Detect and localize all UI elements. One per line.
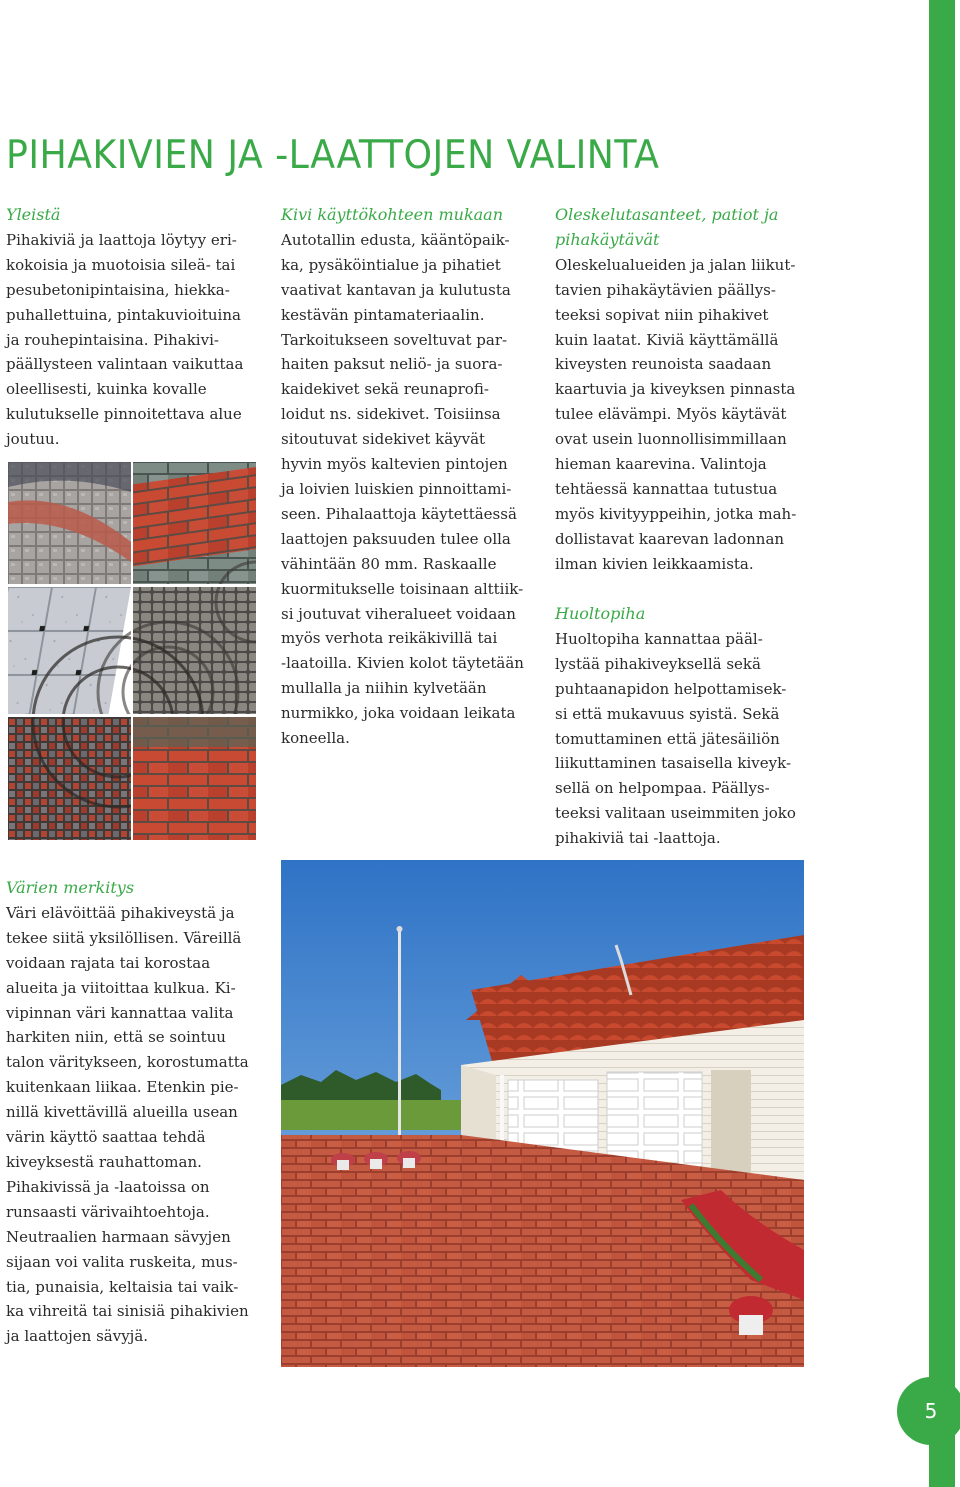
text-line: si että mukavuus syistä. Sekä	[555, 704, 780, 723]
text-line: haiten paksut neliö- ja suora-	[281, 355, 503, 374]
text-line: tavien pihakäytävien päällys-	[555, 280, 776, 299]
text-line: tomuttaminen että jätesäiliön	[555, 729, 780, 748]
text-line: kuormitukselle toisinaan alttiik-	[281, 579, 524, 598]
text-line: tehtäessä kannattaa tutustua	[555, 479, 778, 498]
text-line: myös verhota reikäkivillä tai	[281, 629, 498, 648]
text-line: kokoisia ja muotoisia sileä- tai	[6, 255, 236, 274]
text-line: Pihakiviä ja laattoja löytyy eri-	[6, 230, 237, 249]
text-line: dollistavat kaarevan ladonnan	[555, 529, 785, 548]
text-line: Oleskelualueiden ja jalan liikut-	[555, 255, 796, 274]
text-line: päällysteen valintaan vaikuttaa	[6, 355, 244, 374]
page-number: 5	[897, 1377, 960, 1445]
text-line: mullalla ja niihin kylvetään	[281, 679, 487, 698]
text-line: kiveyksestä rauhattoman.	[6, 1152, 202, 1171]
text-line: tekee siitä yksilöllisen. Väreillä	[6, 928, 242, 947]
text-line: kaartuvia ja kiveyksen pinnasta	[555, 380, 796, 399]
text-line: talon väritykseen, korostumatta	[6, 1053, 249, 1072]
text-line: voidaan rajata tai korostaa	[6, 953, 211, 972]
section-kivi	[281, 203, 541, 751]
text-line: ja laattojen sävyjä.	[6, 1327, 149, 1346]
section-heading: Värien merkitys	[6, 878, 135, 897]
text-line: sitoutuvat sidekivet käyvät	[281, 430, 486, 449]
paving-samples-photo	[8, 462, 256, 840]
text-line: Huoltopiha kannattaa pääl-	[555, 629, 763, 648]
section-yleista	[6, 203, 256, 452]
section-heading: Yleistä	[6, 205, 61, 224]
text-line: laattojen paksuuden tulee olla	[281, 529, 511, 548]
section-heading: pihakäytävät	[555, 229, 660, 249]
text-line: Autotallin edusta, kääntöpaik-	[281, 230, 510, 249]
text-line: ka, pysäköintialue ja pihatiet	[281, 255, 501, 274]
text-line: Tarkoitukseen soveltuvat par-	[281, 330, 508, 349]
text-line: teeksi sopivat niin pihakivet	[555, 305, 769, 324]
text-line: alueita ja viitoittaa kulkua. Ki-	[6, 978, 236, 997]
text-line: liikuttaminen tasaisella kiveyk-	[555, 754, 792, 773]
text-line: kaidekivet sekä reunaprofi-	[281, 380, 489, 399]
text-line: lystää pihakiveyksellä sekä	[555, 654, 761, 673]
text-line: hieman kaarevina. Valintoja	[555, 455, 767, 474]
text-line: nillä kivettävillä alueilla usean	[6, 1103, 238, 1122]
text-line: loidut ns. sidekivet. Toisiinsa	[281, 405, 501, 424]
text-line: seen. Pihalaattoja käytettäessä	[281, 504, 517, 523]
text-line: hyvin myös kaltevien pintojen	[281, 455, 508, 474]
text-line: puhtaanapidon helpottamisek-	[555, 679, 787, 698]
section-huoltopiha	[555, 602, 815, 851]
text-line: vaativat kantavan ja kulutusta	[281, 280, 511, 299]
text-line: joutuu.	[6, 430, 60, 449]
text-line: kuitenkaan liikaa. Etenkin pie-	[6, 1078, 239, 1097]
text-line: vähintään 80 mm. Raskaalle	[281, 554, 497, 573]
text-line: sijaan voi valita ruskeita, mus-	[6, 1252, 238, 1271]
side-accent-bar	[929, 0, 955, 1487]
text-line: Neutraalien harmaan sävyjen	[6, 1227, 231, 1246]
text-line: kulutukselle pinnoitettava alue	[6, 405, 242, 424]
text-line: tia, punaisia, keltaisia tai vaik-	[6, 1277, 239, 1296]
text-line: Pihakivissä ja -laatoissa on	[6, 1177, 210, 1196]
text-line: runsaasti värivaihtoehtoja.	[6, 1202, 210, 1221]
text-line: ja loivien luiskien pinnoittami-	[281, 479, 512, 498]
text-line: nurmikko, joka voidaan leikata	[281, 704, 516, 723]
text-line: ovat usein luonnollisimmillaan	[555, 430, 787, 449]
text-line: kiveysten reunoista saadaan	[555, 355, 772, 374]
text-line: teeksi valitaan useimmiten joko	[555, 804, 796, 823]
text-line: oleellisesti, kuinka kovalle	[6, 380, 207, 399]
text-line: ja rouhepintaisina. Pihakivi-	[6, 330, 219, 349]
text-line: kestävän pintamateriaalin.	[281, 305, 485, 324]
section-varien	[6, 876, 268, 1349]
text-line: si joutuvat viheralueet voidaan	[281, 604, 516, 623]
section-oleskelu	[555, 203, 815, 577]
text-line: vipinnan väri kannattaa valita	[6, 1003, 234, 1022]
text-line: puhallettuina, pintakuvioituina	[6, 305, 241, 324]
text-line: pihakiviä tai -laattoja.	[555, 829, 721, 848]
text-line: koneella.	[281, 729, 350, 748]
text-line: ka vihreitä tai sinisiä pihakivien	[6, 1302, 249, 1321]
text-line: myös kivityyppeihin, jotka mah-	[555, 504, 797, 523]
text-line: kuin laatat. Kiviä käyttämällä	[555, 330, 779, 349]
text-line: tulee elävämpi. Myös käytävät	[555, 405, 787, 424]
section-heading: Huoltopiha	[555, 604, 646, 623]
page-title: PIHAKIVIEN JA -LAATTOJEN VALINTA	[6, 133, 660, 178]
section-heading: Oleskelutasanteet, patiot ja	[555, 205, 779, 224]
house-driveway-photo	[281, 860, 804, 1367]
text-line: harkiten niin, että se sointuu	[6, 1028, 226, 1047]
text-line: Väri elävöittää pihakiveystä ja	[6, 903, 235, 922]
text-line: pesubetonipintaisina, hiekka-	[6, 280, 230, 299]
text-line: värin käyttö saattaa tehdä	[6, 1128, 206, 1147]
text-line: -laatoilla. Kivien kolot täytetään	[281, 654, 524, 673]
text-line: sellä on helpompaa. Päällys-	[555, 779, 770, 798]
text-line: ilman kivien leikkaamista.	[555, 554, 754, 573]
section-heading: Kivi käyttökohteen mukaan	[281, 205, 504, 224]
